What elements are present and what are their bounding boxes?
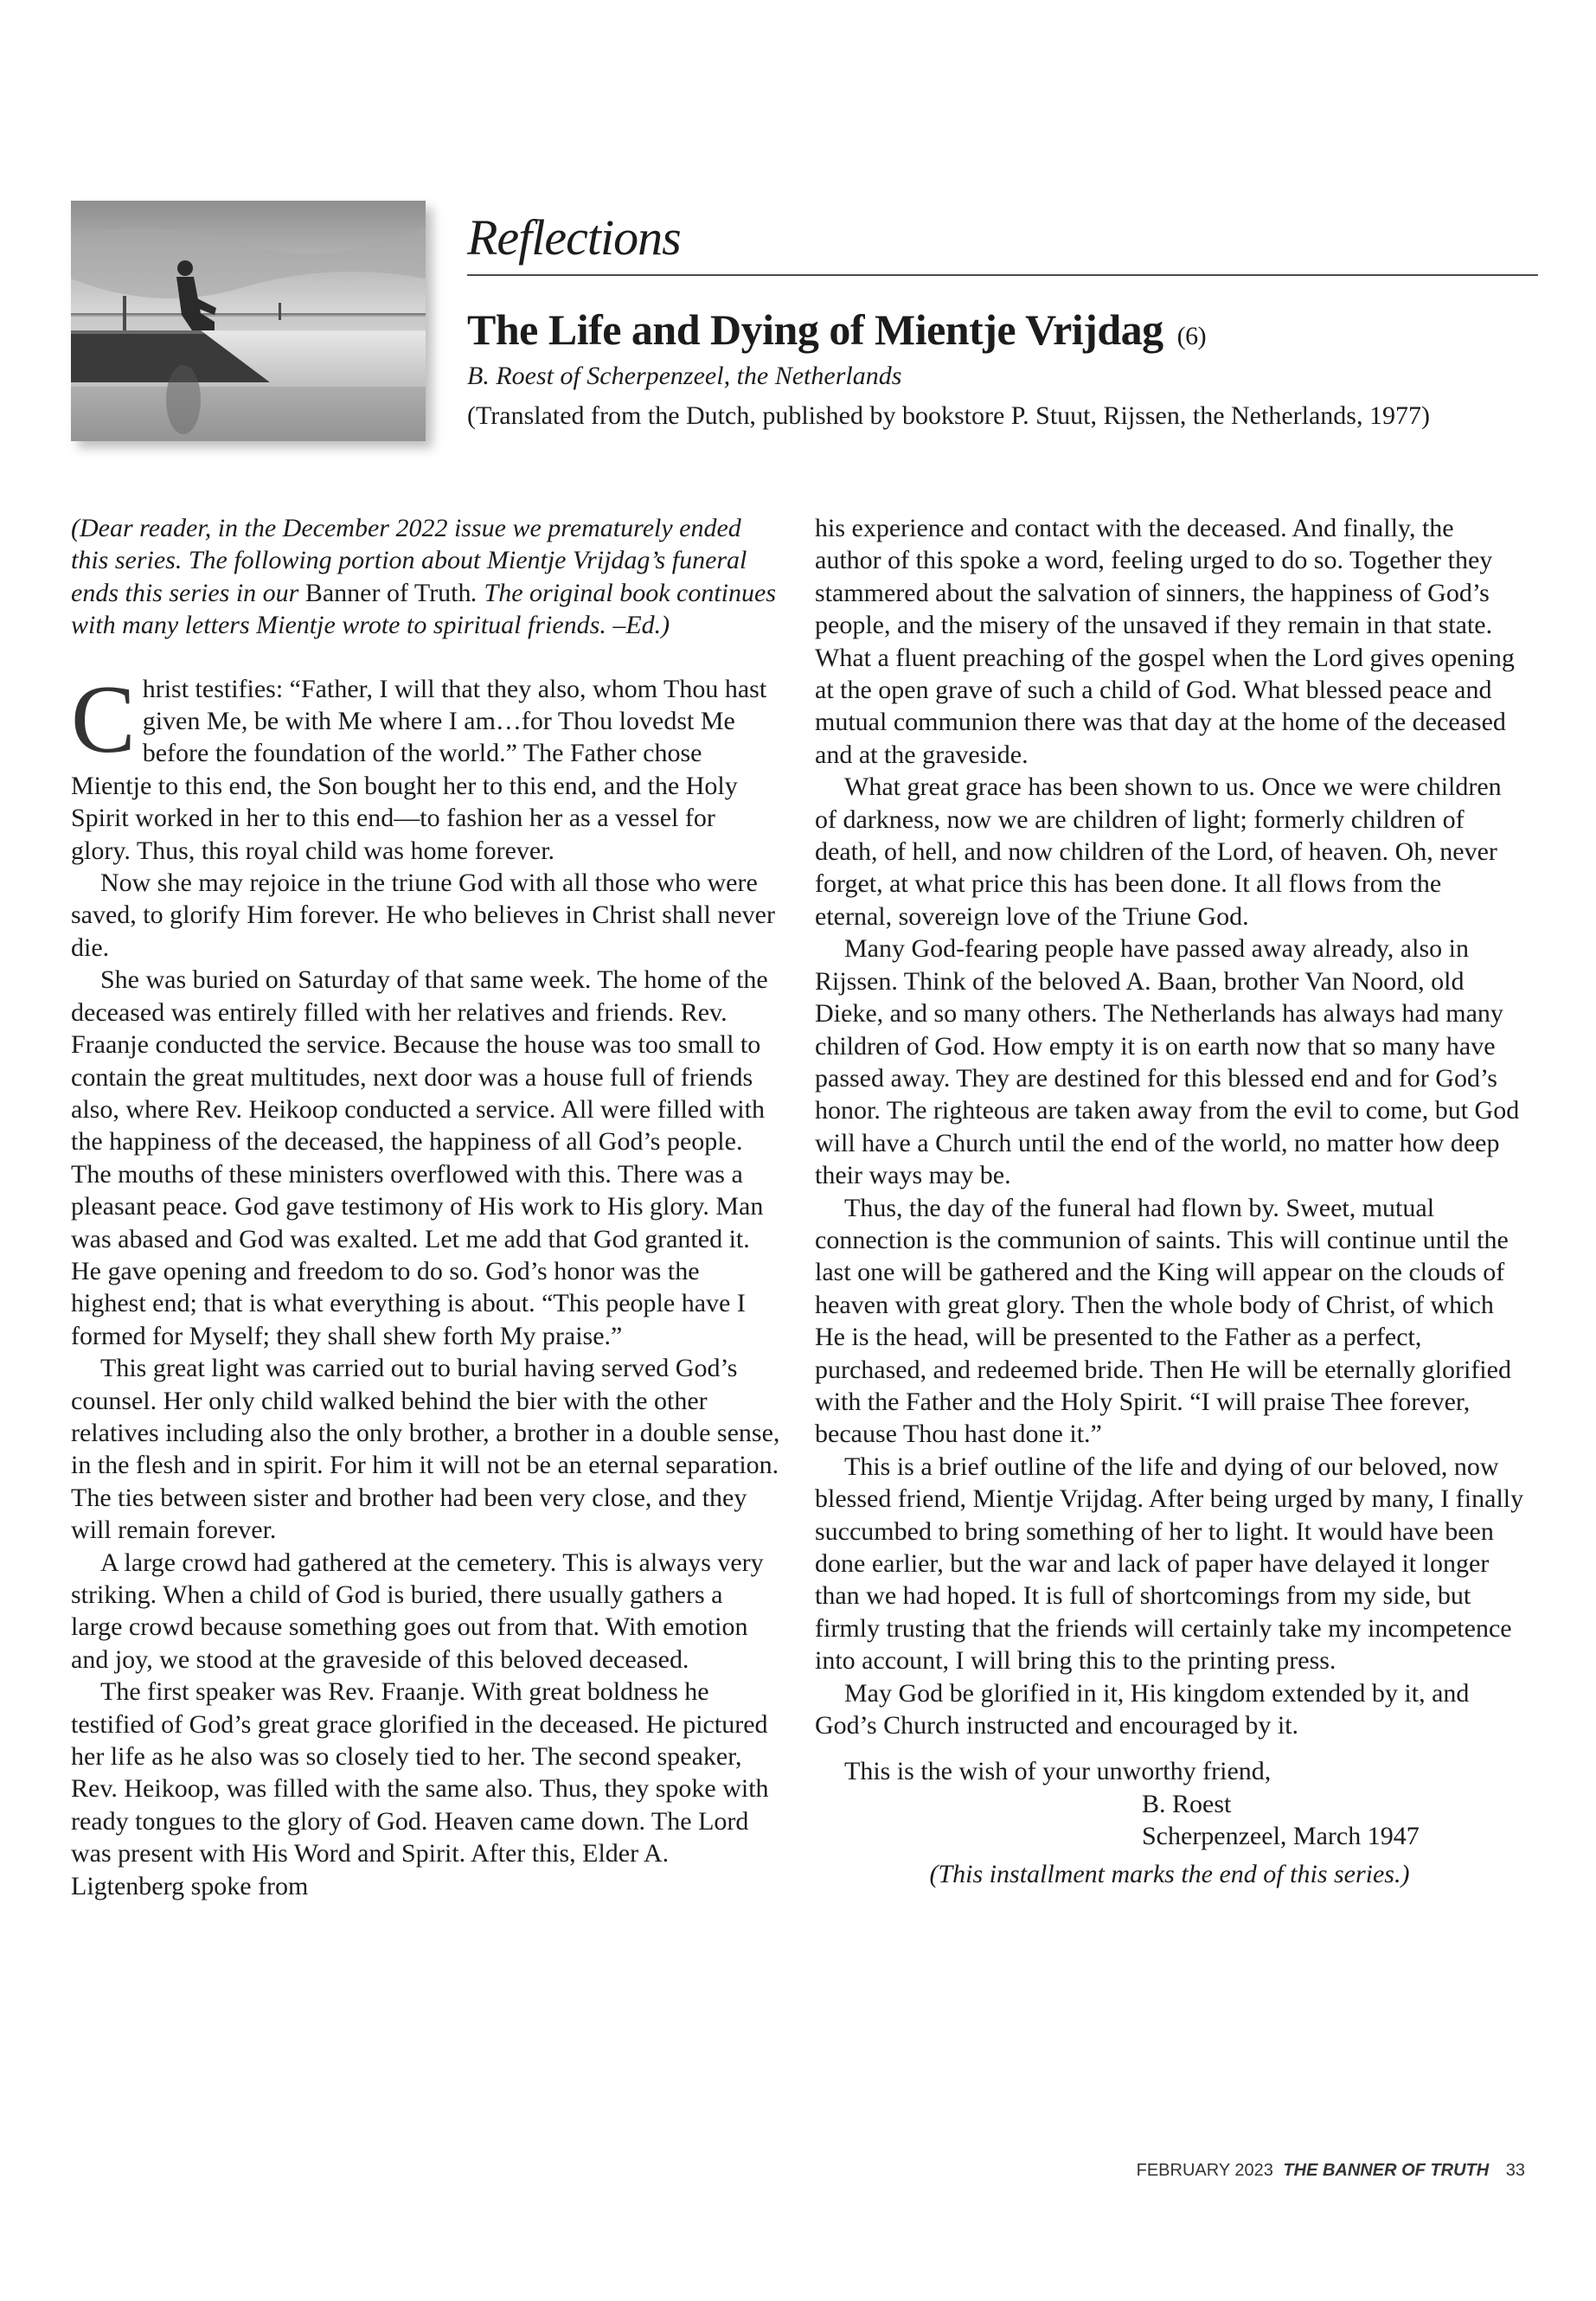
drop-cap: C (71, 665, 136, 773)
translation-note: (Translated from the Dutch, published by bookstore P. Stuut, Rijssen, the Netherlands, 1977) (467, 401, 1430, 430)
photo-illustration (71, 201, 426, 441)
signoff-name: B. Roest (1142, 1789, 1232, 1818)
body-paragraph-11: This is a brief outline of the life and dying of our beloved, now blessed friend, Mientje Vrijdag. After being urged by many, I finally succumbed to bring something of her to light. It would have been done earlier, but the war and lack of paper have delayed it longer than we had hoped. It is full of shortcomings from my side, but firmly trusting that the friends will certainly take my incompetence into account, I will bring this to the printing press. (815, 1452, 1524, 1676)
section-title: Reflections (467, 209, 681, 266)
body-paragraph-8: What great grace has been shown to us. Once we were children of darkness, now we are children of light; formerly children of death, of hell, and now children of the Lord, of heaven. Oh, never forget, at what price this has been done. It all flows from the eternal, sovereign love of the Triune God. (815, 772, 1502, 931)
signoff-wish: This is the wish of your unworthy friend, (844, 1757, 1272, 1786)
section-divider (467, 274, 1538, 276)
footer-publication: THE BANNER OF TRUTH (1283, 2161, 1490, 2180)
body-paragraph-2: Now she may rejoice in the triune God with all those who were saved, to glorify Him forever. He who believes in Christ shall never die. (71, 868, 775, 962)
body-paragraph-1 (71, 665, 780, 867)
editor-note-part1: (Dear reader, in the December 2022 issue we prematurely ended this series. The following portion about Mientje Vrijdag’s funeral ends this series in our (71, 514, 747, 607)
page-footer (1137, 2161, 1525, 2181)
editor-note-part2: . The original book continues with many letters Mientje wrote to spiritual friends. –Ed.) (71, 578, 777, 640)
series-end-note: (This installment marks the end of this series.) (929, 1859, 1410, 1888)
right-column (815, 512, 1524, 1890)
article-title (467, 305, 1207, 354)
body-paragraph-12: May God be glorified in it, His kingdom extended by it, and God’s Church instructed and encouraged by it. (815, 1678, 1470, 1740)
body-paragraph-5: A large crowd had gathered at the cemetery. This is always very striking. When a child of God is buried, there usually gathers a large crowd because something goes out from that. With emotion and joy, we stood at the graveside of this beloved deceased. (71, 1548, 764, 1674)
body-paragraph-10: Thus, the day of the funeral had flown by. Sweet, mutual connection is the communion of saints. This will continue until the last one will be gathered and the King will appear on the clouds of heaven with great glory. Then the whole body of Christ, of which He is the head, will be presented to the Father as a perfect, purchased, and redeemed bride. Then He will be eternally glorified with the Father and the Holy Spirit. “I will praise Thee forever, because Thou hast done it.” (815, 1193, 1511, 1449)
body-paragraph-6: The first speaker was Rev. Fraanje. With great boldness he testified of God’s great grace glorified in the deceased. He pictured her life as he also was so closely tied to her. The second speaker, Rev. Heikoop, was filled with the same also. Thus, they spoke with ready tongues to the glory of God. Heaven came down. The Lord was present with His Word and Spirit. After this, Elder A. Ligtenberg spoke from (71, 1677, 769, 1900)
signoff-place-date: Scherpenzeel, March 1947 (1142, 1822, 1420, 1851)
body-paragraph-3: She was buried on Saturday of that same week. The home of the deceased was entirely filled with her relatives and friends. Rev. Fraanje conducted the service. Because the house was too small to contain the great multitudes, next door was a house full of friends also, where Rev. Heikoop conducted a service. All were filled with the happiness of the deceased, the happiness of all God’s people. The mouths of these ministers overflowed with this. There was a pleasant peace. God gave testimony of His work to His glory. Man was abased and God was exalted. Let me add that God granted it. He gave opening and freedom to do so. God’s honor was the highest end; that is what everything is about. “This people have I formed for Myself; they shall shew forth My praise.” (71, 965, 768, 1350)
article-title-text: The Life and Dying of Mientje Vrijdag (467, 305, 1163, 354)
article-part-number: (6) (1176, 322, 1207, 350)
body-paragraph-9: Many God-fearing people have passed away already, also in Rijssen. Think of the beloved A. Baan, brother Van Noord, old Dieke, and so many others. The Netherlands has always had many children of God. How empty it is on earth now that so many have passed away. They are destined for this blessed end and for God’s honor. The righteous are taken away from the evil to come, but God will have a Church until the end of the world, no matter how deep their ways may be. (815, 934, 1520, 1190)
body-paragraph-7: his experience and contact with the deceased. And finally, the author of this spoke a word, feeling urged to do so. Together they stammered about the salvation of sinners, the happiness of God’s people, and the misery of the unsaved if they remain in that state. What a fluent preaching of the gospel when the Lord gives opening at the open grave of such a child of God. What blessed peace and mutual communion there was that day at the home of the deceased and at the graveside. (815, 514, 1515, 769)
editor-note-publication: Banner of Truth (304, 578, 471, 607)
body-paragraph-1-text: hrist testifies: “Father, I will that they also, whom Thou hast given Me, be with Me where I am…for Thou lovedst Me before the foundation of the world.” The Father chose Mientje to this end, the Son bought her to this end, and the Holy Spirit worked in her to this end—to fashion her as a vessel for glory. Thus, this royal child was home forever. (71, 674, 767, 865)
body-paragraph-4: This great light was carried out to burial having served God’s counsel. Her only child walked behind the bier with the other relatives including also the only brother, a brother in a double sense, in the flesh and in spirit. For him it will not be an eternal separation. The ties between sister and brother had been very close, and they will remain forever. (71, 1354, 780, 1545)
man-on-pier-photo (71, 201, 426, 441)
left-column (71, 512, 780, 1902)
footer-date: FEBRUARY 2023 (1136, 2161, 1273, 2180)
byline: B. Roest of Scherpenzeel, the Netherlands (467, 362, 902, 390)
page-number: 33 (1505, 2161, 1525, 2180)
editor-note (71, 512, 780, 642)
